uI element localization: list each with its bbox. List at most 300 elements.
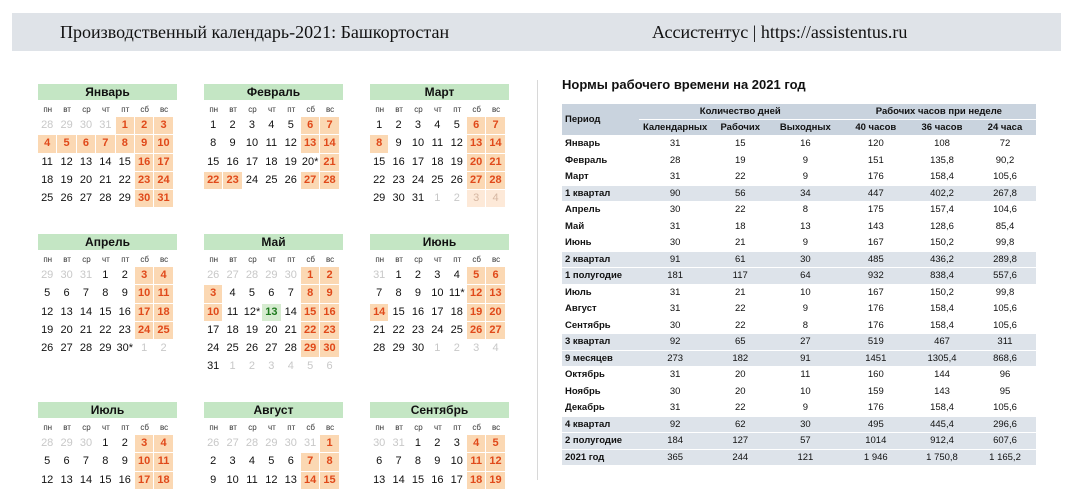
value-cell: 31 <box>639 400 712 417</box>
day-cell: 5 <box>486 435 504 452</box>
table-row <box>562 136 1036 153</box>
month-calendar <box>38 402 177 489</box>
value-cell: 159 <box>842 383 910 400</box>
day-cell: 22 <box>389 322 407 339</box>
norms-table <box>562 104 1036 466</box>
day-cell: 24 <box>243 172 261 189</box>
value-cell: 1014 <box>842 433 910 450</box>
weekday-label: вт <box>63 255 71 264</box>
value-cell: 31 <box>639 367 712 384</box>
day-cell: 7 <box>370 285 388 302</box>
day-cell: 2 <box>409 267 427 284</box>
period-cell: 2 полугодие <box>562 433 639 450</box>
day-cell: 31 <box>77 267 95 284</box>
value-cell: 9 <box>769 152 842 169</box>
value-cell: 175 <box>842 202 910 219</box>
value-cell: 912,4 <box>910 433 974 450</box>
day-cell: 14 <box>301 472 319 489</box>
day-cell: 20 <box>77 172 95 189</box>
month-calendar <box>204 234 343 376</box>
period-cell: 4 квартал <box>562 416 639 433</box>
day-cell: 1 <box>428 340 446 357</box>
day-cell: 12 <box>486 453 504 470</box>
weekday-label: пт <box>287 105 296 114</box>
day-cell: 12 <box>448 135 466 152</box>
day-cell: 8 <box>301 285 319 302</box>
day-cell: 12 <box>262 472 280 489</box>
value-cell: 158,4 <box>910 317 974 334</box>
day-cell: 31 <box>370 267 388 284</box>
value-cell: 104,6 <box>974 202 1036 219</box>
day-cell: 2 <box>320 267 338 284</box>
day-cell: 16 <box>135 154 153 171</box>
value-cell: 157,4 <box>910 202 974 219</box>
day-cell: 24 <box>428 322 446 339</box>
day-cell: 2 <box>116 267 134 284</box>
weekday-label: пн <box>375 255 385 264</box>
value-cell: 485 <box>842 251 910 268</box>
value-cell: 436,2 <box>910 251 974 268</box>
day-cell: 18 <box>448 304 466 321</box>
day-cell: 5 <box>448 117 466 134</box>
value-cell: 868,6 <box>974 350 1036 367</box>
day-grid <box>204 435 343 489</box>
day-cell: 17 <box>428 304 446 321</box>
day-cell: 31 <box>154 190 172 207</box>
period-cell: Май <box>562 218 639 235</box>
value-cell: 30 <box>639 383 712 400</box>
value-cell: 108 <box>910 136 974 153</box>
value-cell: 495 <box>842 416 910 433</box>
day-cell: 5 <box>38 285 56 302</box>
day-cell: 30 <box>320 340 338 357</box>
value-cell: 28 <box>639 152 712 169</box>
day-cell: 20 <box>467 154 485 171</box>
table-row <box>562 152 1036 169</box>
day-cell: 15 <box>96 472 114 489</box>
value-cell: 365 <box>639 449 712 466</box>
table-row <box>562 367 1036 384</box>
weekday-label: сб <box>472 423 481 432</box>
month-calendar <box>370 84 509 207</box>
weekday-label: ср <box>248 105 257 114</box>
weekday-label: сб <box>472 255 481 264</box>
month-name: Август <box>204 402 343 418</box>
value-cell: 244 <box>711 449 769 466</box>
day-cell: 11 <box>154 285 172 302</box>
weekday-label: пн <box>209 255 219 264</box>
table-row <box>562 218 1036 235</box>
day-cell: 26 <box>204 267 222 284</box>
value-cell: 56 <box>711 185 769 202</box>
value-cell: 127 <box>711 433 769 450</box>
value-cell: 105,6 <box>974 400 1036 417</box>
month-calendar <box>204 84 343 189</box>
value-cell: 72 <box>974 136 1036 153</box>
day-cell: 5 <box>301 358 319 375</box>
day-cell: 4 <box>486 340 504 357</box>
day-cell: 2 <box>204 453 222 470</box>
day-cell: 24 <box>135 322 153 339</box>
value-cell: 9 <box>769 169 842 186</box>
day-cell: 30 <box>77 117 95 134</box>
day-cell: 31 <box>409 190 427 207</box>
weekday-label: пт <box>121 105 130 114</box>
day-cell: 27 <box>262 340 280 357</box>
month-calendar <box>38 234 177 357</box>
day-cell: 11 <box>467 453 485 470</box>
day-cell: 2 <box>243 358 261 375</box>
day-cell: 18 <box>38 172 56 189</box>
weekday-label: чт <box>267 255 276 264</box>
weekday-label: вс <box>491 423 501 432</box>
day-cell: 9 <box>204 472 222 489</box>
day-cell: 26 <box>38 340 56 357</box>
table-row <box>562 400 1036 417</box>
day-cell: 21 <box>282 322 300 339</box>
column-header: 36 часов <box>910 120 974 136</box>
day-cell: 16 <box>116 304 134 321</box>
day-cell: 15 <box>301 304 319 321</box>
day-cell: 29 <box>262 435 280 452</box>
day-cell: 19 <box>448 154 466 171</box>
table-row <box>562 416 1036 433</box>
day-cell: 3 <box>135 267 153 284</box>
day-cell: 2 <box>135 117 153 134</box>
weekday-row <box>370 252 509 267</box>
table-row <box>562 268 1036 285</box>
day-cell: 29 <box>262 267 280 284</box>
weekday-label: ср <box>82 255 91 264</box>
day-cell: 8 <box>116 135 134 152</box>
weekday-label: пт <box>453 255 462 264</box>
value-cell: 120 <box>842 136 910 153</box>
weekday-label: вс <box>159 255 169 264</box>
day-cell: 7 <box>320 117 338 134</box>
day-cell: 28 <box>486 172 504 189</box>
month-name: Март <box>370 84 509 100</box>
value-cell: 22 <box>711 202 769 219</box>
value-cell: 30 <box>769 416 842 433</box>
day-cell: 26 <box>204 435 222 452</box>
day-cell: 1 <box>389 267 407 284</box>
value-cell: 267,8 <box>974 185 1036 202</box>
day-cell: 3 <box>154 117 172 134</box>
day-cell: 20 <box>262 322 280 339</box>
day-cell: 14 <box>370 304 388 321</box>
weekday-label: вт <box>229 105 237 114</box>
period-cell: Ноябрь <box>562 383 639 400</box>
weekday-label: сб <box>140 423 149 432</box>
day-cell: 30 <box>282 267 300 284</box>
day-cell: 11 <box>428 135 446 152</box>
period-cell: Март <box>562 169 639 186</box>
day-cell: 13 <box>57 304 75 321</box>
value-cell: 92 <box>639 334 712 351</box>
value-cell: 150,2 <box>910 235 974 252</box>
weekday-label: сб <box>472 105 481 114</box>
day-cell: 1 <box>409 435 427 452</box>
value-cell: 1451 <box>842 350 910 367</box>
day-cell: 28 <box>243 267 261 284</box>
period-cell: Февраль <box>562 152 639 169</box>
weekday-label: ср <box>414 255 423 264</box>
day-cell: 4 <box>467 435 485 452</box>
divider <box>537 80 538 480</box>
day-cell: 30 <box>77 435 95 452</box>
day-cell: 23 <box>116 322 134 339</box>
value-cell: 181 <box>639 268 712 285</box>
month-name: Июнь <box>370 234 509 250</box>
value-cell: 184 <box>639 433 712 450</box>
weekday-row <box>204 102 343 117</box>
value-cell: 27 <box>769 334 842 351</box>
month-name: Апрель <box>38 234 177 250</box>
day-cell: 11 <box>243 472 261 489</box>
value-cell: 1305,4 <box>910 350 974 367</box>
day-cell: 5 <box>243 285 261 302</box>
value-cell: 31 <box>639 169 712 186</box>
weekday-label: пт <box>287 255 296 264</box>
day-cell: 3 <box>428 267 446 284</box>
value-cell: 176 <box>842 400 910 417</box>
weekday-label: чт <box>433 255 442 264</box>
day-cell: 8 <box>96 285 114 302</box>
day-cell: 13 <box>486 285 504 302</box>
day-cell: 25 <box>154 322 172 339</box>
value-cell: 447 <box>842 185 910 202</box>
weekday-label: вс <box>159 105 169 114</box>
day-cell: 11 <box>38 154 56 171</box>
weekday-row <box>370 420 509 435</box>
value-cell: 311 <box>974 334 1036 351</box>
day-cell: 3 <box>135 435 153 452</box>
day-grid <box>370 435 509 489</box>
day-cell: 10 <box>204 304 222 321</box>
day-cell: 31 <box>96 117 114 134</box>
column-header: 40 часов <box>842 120 910 136</box>
period-cell: 2 квартал <box>562 251 639 268</box>
day-cell: 5 <box>57 135 75 152</box>
day-cell: 2 <box>116 435 134 452</box>
day-cell: 13 <box>77 154 95 171</box>
day-cell: 28 <box>282 340 300 357</box>
day-cell: 3 <box>204 285 222 302</box>
table-row <box>562 185 1036 202</box>
day-cell: 11* <box>448 285 466 302</box>
table-row <box>562 449 1036 466</box>
day-cell: 21 <box>96 172 114 189</box>
day-cell: 30 <box>370 435 388 452</box>
weekday-label: вс <box>491 105 501 114</box>
weekday-label: пт <box>453 105 462 114</box>
month-name: Май <box>204 234 343 250</box>
day-grid <box>38 267 177 357</box>
day-cell: 1 <box>223 358 241 375</box>
day-cell: 22 <box>370 172 388 189</box>
value-cell: 31 <box>639 218 712 235</box>
day-cell: 10 <box>135 453 153 470</box>
day-cell: 26 <box>282 172 300 189</box>
day-cell: 2 <box>448 190 466 207</box>
weekday-label: чт <box>101 423 110 432</box>
weekday-label: ср <box>414 423 423 432</box>
period-cell: 3 квартал <box>562 334 639 351</box>
column-header: Рабочих <box>711 120 769 136</box>
page-title: Производственный календарь-2021: Башкортостан <box>60 22 450 42</box>
day-cell: 12 <box>38 472 56 489</box>
value-cell: 99,8 <box>974 235 1036 252</box>
weekday-label: вс <box>491 255 501 264</box>
value-cell: 158,4 <box>910 169 974 186</box>
day-cell: 8 <box>409 453 427 470</box>
weekday-label: вт <box>229 423 237 432</box>
value-cell: 158,4 <box>910 400 974 417</box>
value-cell: 95 <box>974 383 1036 400</box>
day-cell: 23 <box>389 172 407 189</box>
weekday-label: пт <box>121 423 130 432</box>
day-cell: 15 <box>409 472 427 489</box>
value-cell: 62 <box>711 416 769 433</box>
day-cell: 12* <box>243 304 261 321</box>
day-cell: 1 <box>370 117 388 134</box>
day-cell: 14 <box>282 304 300 321</box>
day-cell: 27 <box>223 267 241 284</box>
day-cell: 1 <box>96 435 114 452</box>
day-cell: 22 <box>116 172 134 189</box>
day-cell: 25 <box>262 172 280 189</box>
weekday-label: чт <box>433 105 442 114</box>
day-cell: 30 <box>389 190 407 207</box>
day-cell: 28 <box>370 340 388 357</box>
day-cell: 19 <box>243 322 261 339</box>
day-cell: 3 <box>467 190 485 207</box>
day-cell: 17 <box>409 154 427 171</box>
day-cell: 22 <box>96 322 114 339</box>
day-cell: 23 <box>135 172 153 189</box>
weekday-label: чт <box>433 423 442 432</box>
day-cell: 19 <box>57 172 75 189</box>
value-cell: 445,4 <box>910 416 974 433</box>
period-cell: Сентябрь <box>562 317 639 334</box>
value-cell: 9 <box>769 301 842 318</box>
weekday-label: вс <box>325 423 335 432</box>
value-cell: 21 <box>711 284 769 301</box>
month-calendar <box>38 84 177 207</box>
day-cell: 13 <box>467 135 485 152</box>
day-cell: 28 <box>243 435 261 452</box>
value-cell: 30 <box>639 202 712 219</box>
period-cell: 1 полугодие <box>562 268 639 285</box>
day-cell: 21 <box>370 322 388 339</box>
weekday-label: ср <box>82 423 91 432</box>
day-cell: 15 <box>389 304 407 321</box>
day-cell: 6 <box>320 358 338 375</box>
day-grid <box>204 267 343 376</box>
day-cell: 23 <box>320 322 338 339</box>
day-cell: 29 <box>389 340 407 357</box>
day-cell: 25 <box>223 340 241 357</box>
day-cell: 18 <box>467 472 485 489</box>
day-cell: 19 <box>38 322 56 339</box>
weekday-label: пт <box>121 255 130 264</box>
table-row <box>562 202 1036 219</box>
site-link[interactable]: Ассистентус | https://assistentus.ru <box>652 22 908 42</box>
value-cell: 182 <box>711 350 769 367</box>
weekday-label: вт <box>229 255 237 264</box>
value-cell: 9 <box>769 400 842 417</box>
period-header: Период <box>562 104 639 136</box>
day-cell: 28 <box>96 190 114 207</box>
weekday-label: пн <box>375 423 385 432</box>
weekday-label: сб <box>306 423 315 432</box>
day-cell: 4 <box>448 267 466 284</box>
value-cell: 176 <box>842 301 910 318</box>
value-cell: 34 <box>769 185 842 202</box>
weekday-label: пн <box>43 105 53 114</box>
day-cell: 14 <box>320 135 338 152</box>
day-cell: 4 <box>428 117 446 134</box>
day-cell: 7 <box>486 117 504 134</box>
weekday-label: сб <box>140 105 149 114</box>
weekday-label: пн <box>209 423 219 432</box>
value-cell: 1 165,2 <box>974 449 1036 466</box>
day-cell: 13 <box>262 304 280 321</box>
day-cell: 9 <box>116 285 134 302</box>
month-name: Январь <box>38 84 177 100</box>
day-cell: 13 <box>301 135 319 152</box>
day-cell: 27 <box>77 190 95 207</box>
day-cell: 27 <box>486 322 504 339</box>
day-cell: 30* <box>116 340 134 357</box>
period-cell: Август <box>562 301 639 318</box>
day-cell: 17 <box>243 154 261 171</box>
day-cell: 28 <box>320 172 338 189</box>
value-cell: 57 <box>769 433 842 450</box>
month-calendar <box>370 234 509 357</box>
period-cell: Октябрь <box>562 367 639 384</box>
day-cell: 30 <box>409 340 427 357</box>
day-cell: 18 <box>428 154 446 171</box>
day-cell: 29 <box>38 267 56 284</box>
value-cell: 22 <box>711 317 769 334</box>
day-cell: 7 <box>77 285 95 302</box>
day-cell: 26 <box>467 322 485 339</box>
day-cell: 5 <box>262 453 280 470</box>
day-cell: 1 <box>301 267 319 284</box>
day-cell: 10 <box>154 135 172 152</box>
table-row <box>562 317 1036 334</box>
day-cell: 17 <box>154 154 172 171</box>
day-cell: 27 <box>301 172 319 189</box>
day-cell: 6 <box>370 453 388 470</box>
table-row <box>562 334 1036 351</box>
value-cell: 160 <box>842 367 910 384</box>
weekday-label: вт <box>63 105 71 114</box>
value-cell: 92 <box>639 416 712 433</box>
day-cell: 3 <box>448 435 466 452</box>
day-cell: 4 <box>223 285 241 302</box>
day-cell: 12 <box>38 304 56 321</box>
weekday-label: сб <box>306 105 315 114</box>
day-cell: 11 <box>154 453 172 470</box>
day-cell: 30 <box>282 435 300 452</box>
column-header: 24 часа <box>974 120 1036 136</box>
day-cell: 10 <box>409 135 427 152</box>
value-cell: 21 <box>711 235 769 252</box>
day-cell: 29 <box>116 190 134 207</box>
value-cell: 176 <box>842 169 910 186</box>
